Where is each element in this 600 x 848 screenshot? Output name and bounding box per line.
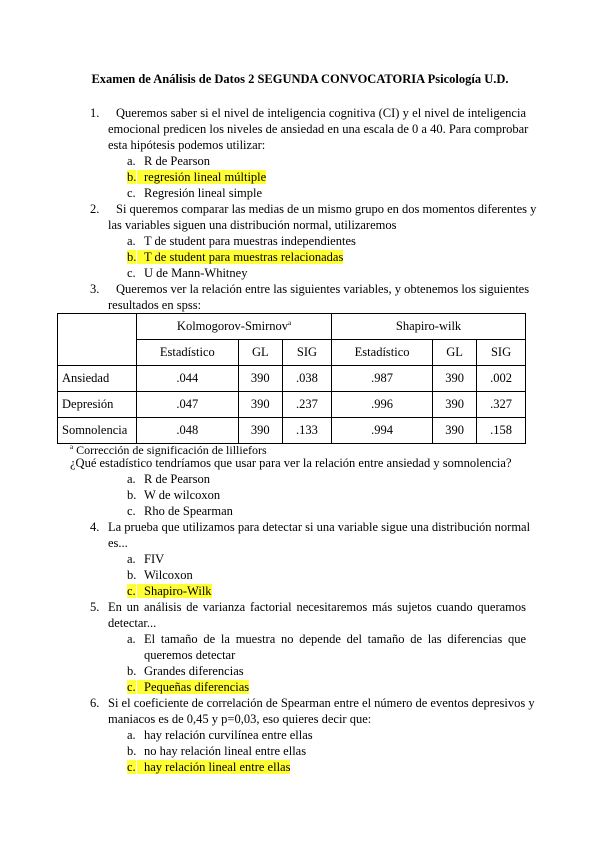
row-label: Depresión (58, 392, 137, 418)
q4-option-b-letter: b. (127, 568, 137, 582)
q2-option-c-letter: c. (127, 266, 136, 280)
q5-option-c-letter: c. (127, 680, 136, 694)
q6-option-b-letter: b. (127, 744, 137, 758)
q6-line-2: maniacos es de 0,45 y p=0,03, eso quieres decir que: (108, 712, 372, 726)
q3-line-1: Queremos ver la relación entre las siguientes variables, y obtenemos los siguientes (116, 282, 530, 296)
q1-number: 1. (90, 106, 100, 120)
q5-option-a-letter: a. (127, 632, 136, 646)
q5-option-c (137, 679, 249, 695)
q4-option-a-letter: a. (127, 552, 136, 566)
kolmogorov-smirnov-header: Kolmogorov-Smirnov$^a$ (137, 314, 332, 340)
q3-option-a-letter: a. (127, 472, 136, 486)
q5-option-a-cont: queremos detectar (144, 648, 236, 662)
q6-option-b: no hay relación lineal entre ellas (144, 744, 307, 758)
table-cell: .994 (332, 418, 433, 444)
q2-line-1: Si queremos comparar las medias de un mismo grupo en dos momentos diferentes y (116, 202, 537, 216)
q1-line-1: Queremos saber si el nivel de inteligencia cognitiva (CI) y el nivel de inteligencia (116, 106, 526, 120)
subheader-cell: GL (238, 340, 282, 366)
row-label: Somnolencia (58, 418, 137, 444)
q2-correct-highlight: T de student para muestras relacionadas (137, 250, 343, 264)
q5-line-2: detectar... (108, 616, 157, 630)
q3-option-c: Rho de Spearman (144, 504, 233, 518)
q6-number: 6. (90, 696, 100, 710)
q4-line-1: La prueba que utilizamos para detectar si una variable sigue una distribución normal (108, 520, 531, 534)
q1-correct-highlight: regresión lineal múltiple (137, 170, 266, 184)
subheader-cell: Estadístico (332, 340, 433, 366)
q5-correct-highlight: Pequeñas diferencias (137, 680, 249, 694)
table-cell: .133 (282, 418, 331, 444)
q6-option-c-letter: c. (127, 760, 136, 774)
q2-option-b (137, 249, 343, 265)
q3-option-a: R de Pearson (144, 472, 210, 486)
table-cell: 390 (238, 392, 282, 418)
q3-option-c-letter: c. (127, 504, 136, 518)
q6-correct-highlight: hay relación lineal entre ellas (137, 760, 290, 774)
q6-option-a-letter: a. (127, 728, 136, 742)
spss-normality-table (57, 313, 526, 444)
q4-number: 4. (90, 520, 100, 534)
q2-line-2: las variables siguen una distribución normal, utilizaremos (108, 218, 397, 232)
q1-line-2: emocional predicen los niveles de ansiedad en una escala de 0 a 40. Para comprobar (108, 122, 529, 136)
q5-number: 5. (90, 600, 100, 614)
q5-option-b: Grandes diferencias (144, 664, 244, 678)
table-cell: .996 (332, 392, 433, 418)
q6-option-a: hay relación curvilínea entre ellas (144, 728, 313, 742)
shapiro-wilk-header: Shapiro-wilk (332, 314, 526, 340)
q1-option-a-letter: a. (127, 154, 136, 168)
table-cell: .002 (477, 366, 526, 392)
q4-option-c-letter: c. (127, 584, 136, 598)
table-cell: 390 (433, 418, 477, 444)
q1-option-c: Regresión lineal simple (144, 186, 263, 200)
q3-number: 3. (90, 282, 100, 296)
table-cell: .047 (137, 392, 239, 418)
subheader-cell: SIG (282, 340, 331, 366)
table-corner-cell (58, 314, 137, 366)
q1-option-b-letter: b. (127, 170, 137, 184)
q1-option-b (137, 169, 266, 185)
table-cell: .987 (332, 366, 433, 392)
exam-title: Examen de Análisis de Datos 2 SEGUNDA CONVOCATORIA Psicología U.D. (91, 72, 509, 86)
table-cell: 390 (433, 392, 477, 418)
table-cell: .327 (477, 392, 526, 418)
table-group-header-row (58, 314, 526, 340)
q2-number: 2. (90, 202, 100, 216)
q1-option-a: R de Pearson (144, 154, 210, 168)
table-cell: .048 (137, 418, 239, 444)
q4-option-b: Wilcoxon (144, 568, 193, 582)
q3-question: ¿Qué estadístico tendríamos que usar para ver la relación entre ansiedad y somnolencia? (70, 456, 512, 470)
q3-option-b-letter: b. (127, 488, 137, 502)
q5-line-1: En un análisis de varianza factorial necesitaremos más sujetos cuando queramos (108, 600, 526, 614)
table-row (58, 392, 526, 418)
subheader-cell: Estadístico (137, 340, 239, 366)
row-label: Ansiedad (58, 366, 137, 392)
table-row (58, 366, 526, 392)
table-cell: 390 (433, 366, 477, 392)
q4-line-2: es... (108, 536, 128, 550)
table-cell: 390 (238, 366, 282, 392)
q5-option-a: El tamaño de la muestra no depende del tamaño de las diferencias que (144, 632, 526, 646)
subheader-cell: GL (433, 340, 477, 366)
q1-line-3: esta hipótesis podemos utilizar: (108, 138, 266, 152)
q2-option-a: T de student para muestras independientes (144, 234, 356, 248)
q2-option-c: U de Mann-Whitney (144, 266, 248, 280)
q1-option-c-letter: c. (127, 186, 136, 200)
q4-option-a: FIV (144, 552, 165, 566)
q4-option-c (137, 583, 212, 599)
q2-option-a-letter: a. (127, 234, 136, 248)
table-footnote: $^a$ Corrección de significación de lilliefors (70, 443, 267, 457)
q3-line-2: resultados en spss: (108, 298, 202, 312)
q5-option-b-letter: b. (127, 664, 137, 678)
table-cell: .038 (282, 366, 331, 392)
table-cell: .237 (282, 392, 331, 418)
table-cell: .158 (477, 418, 526, 444)
q2-option-b-letter: b. (127, 250, 137, 264)
table-cell: .044 (137, 366, 239, 392)
q4-correct-highlight: Shapiro-Wilk (137, 584, 212, 598)
q6-line-1: Si el coeficiente de correlación de Spearman entre el número de eventos depresivos y (108, 696, 535, 710)
table-cell: 390 (238, 418, 282, 444)
q3-option-b: W de wilcoxon (144, 488, 221, 502)
q6-option-c (137, 759, 290, 775)
subheader-cell: SIG (477, 340, 526, 366)
